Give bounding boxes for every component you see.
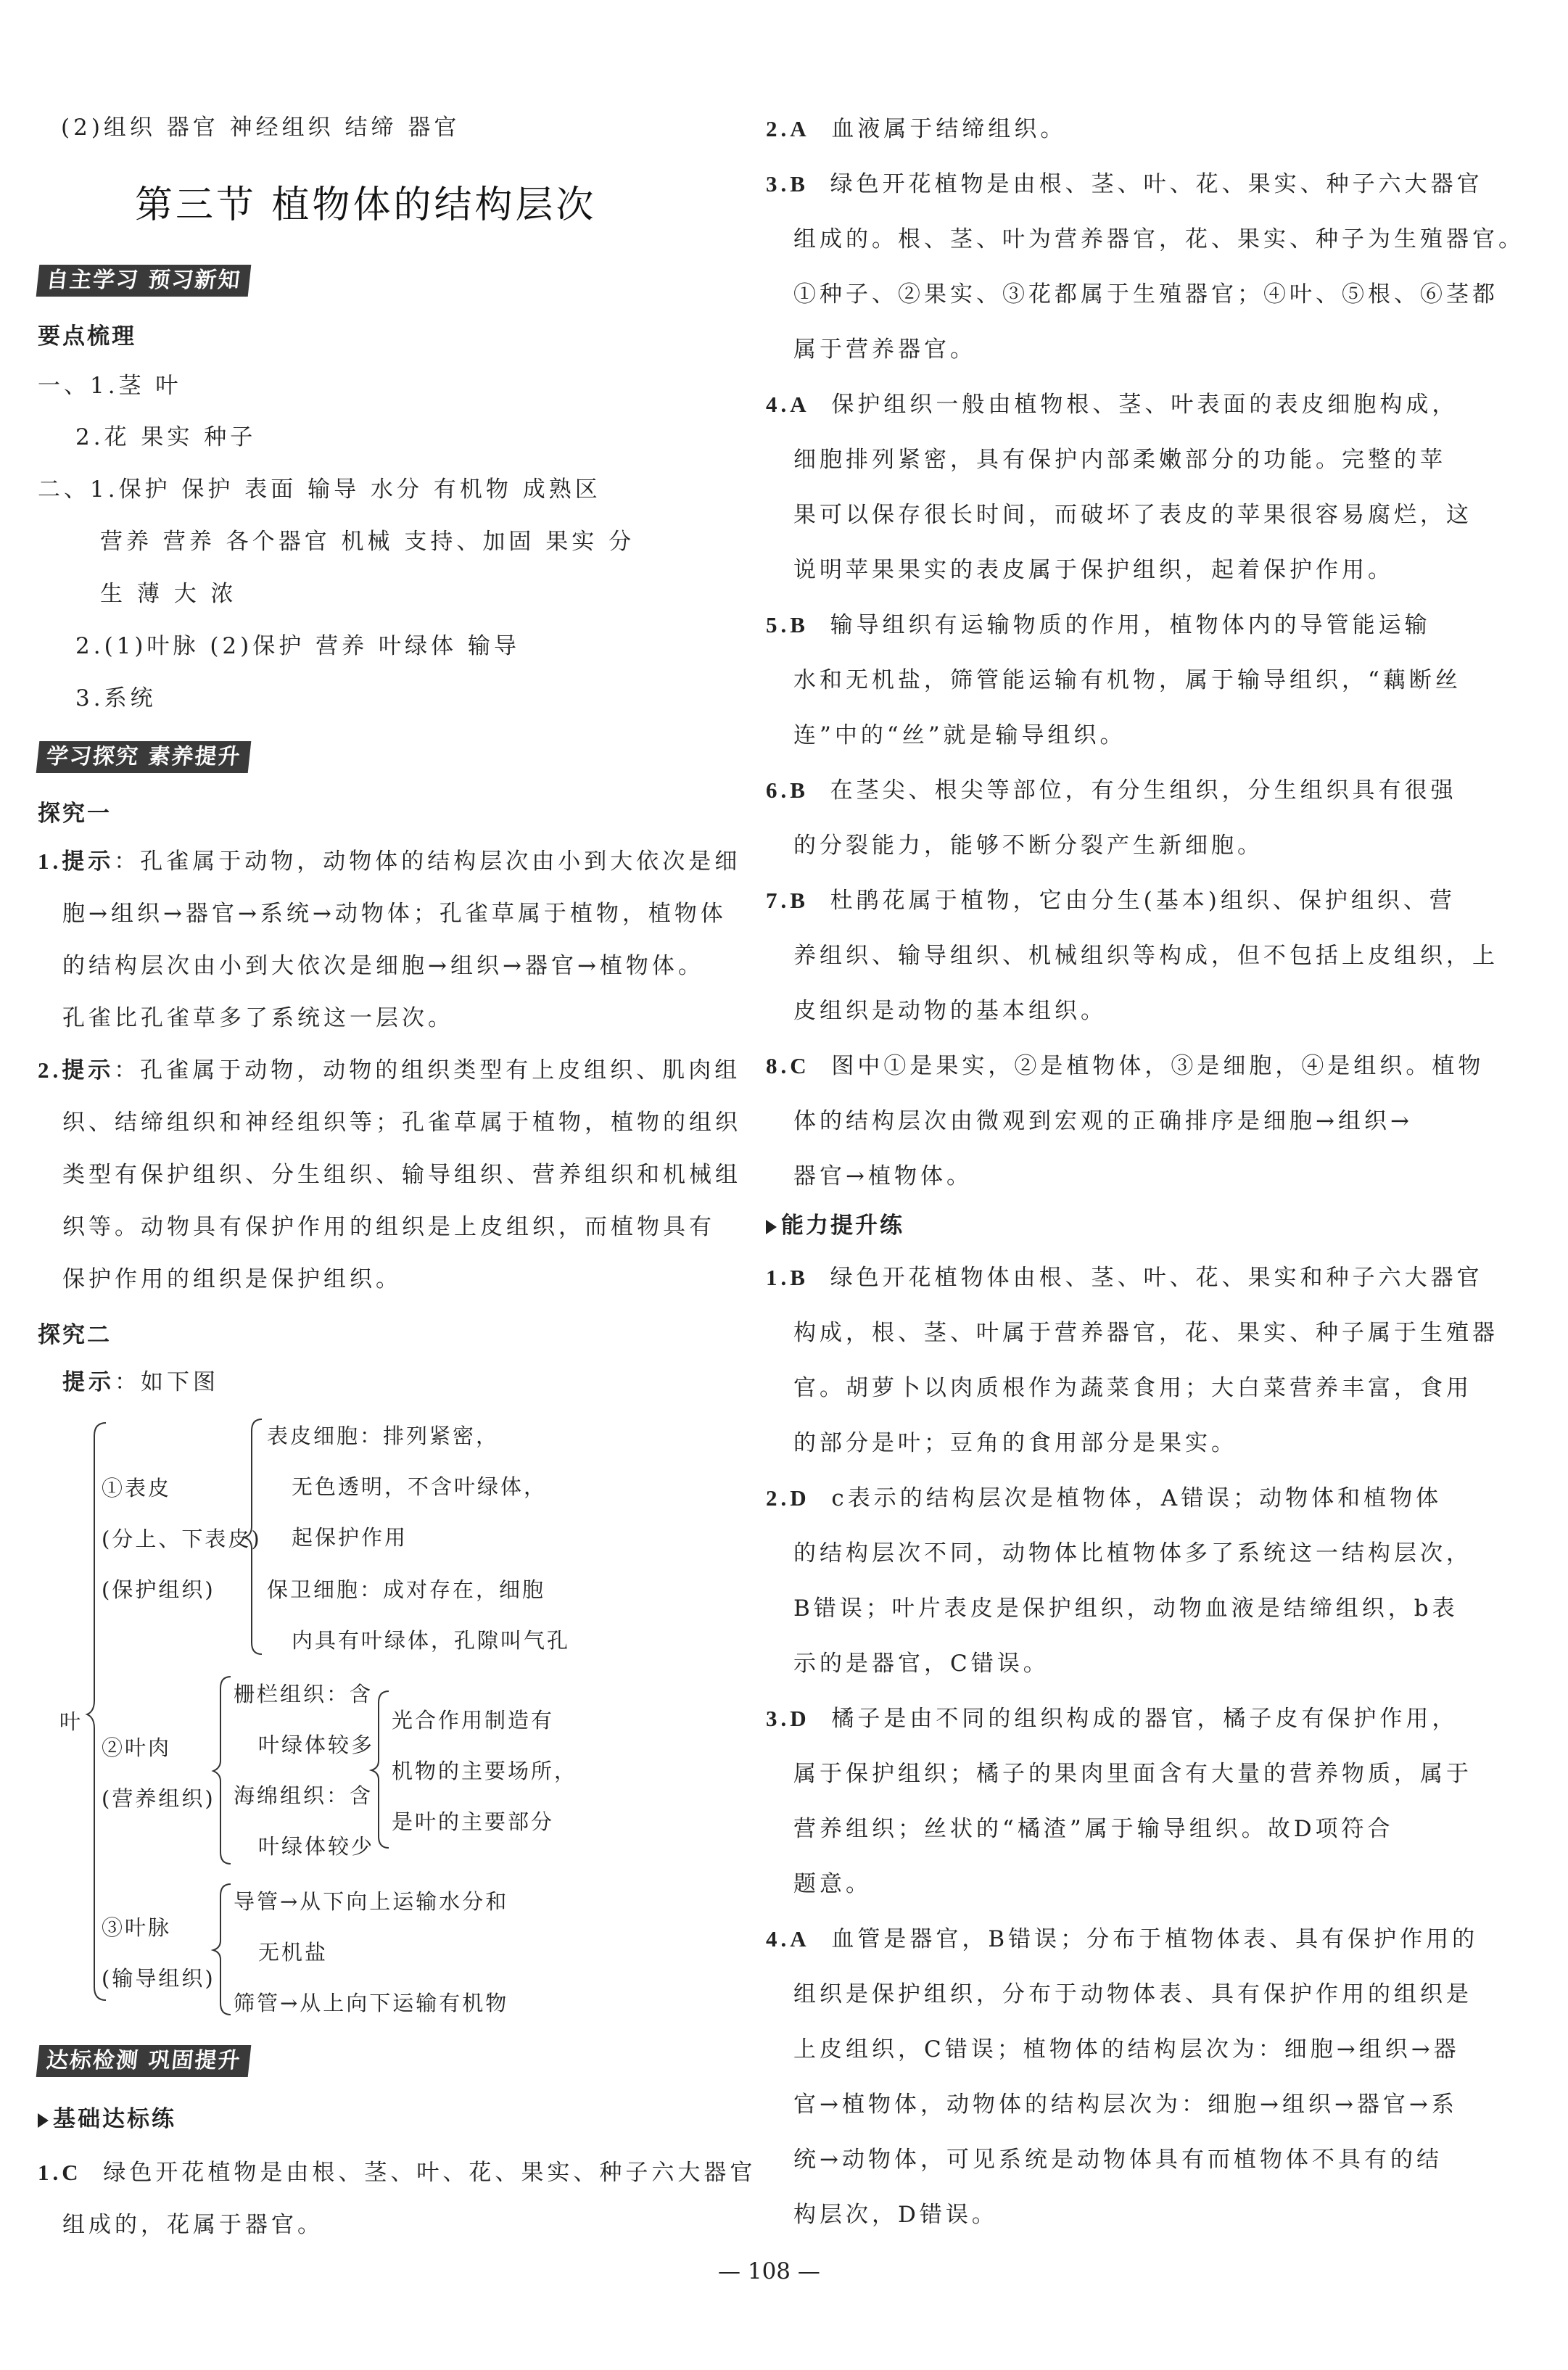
key-point-line: 生 薄 大 浓 [100,581,237,607]
bar-explore: 学习探究 素养提升 [36,741,252,773]
key-point-line: 一、1.茎 叶 [38,373,182,399]
answer-text: 组成的。根、茎、叶为营养器官，花、果实、种子为生殖器官。 [793,226,1524,252]
answer-text: B错误；叶片表皮是保护组织，动物血液是结缔组织，b表 [793,1595,1458,1622]
answer-text: 养组织、输导组织、机械组织等构成，但不包括上皮组织，上 [793,943,1498,969]
answer-text: 绿色开花植物体由根、茎、叶、花、果实和种子六大器官 [830,1265,1483,1291]
answer-number: 3.B [766,171,809,197]
answer-text: 的分裂能力，能够不断分裂产生新细胞。 [793,833,1263,859]
brace-mesophyll [212,1675,234,1867]
answer-text: 说明苹果果实的表皮属于保护组织，起着保护作用。 [793,557,1394,583]
brace-epidermis [243,1418,265,1657]
diagram-root: 叶 [59,1709,83,1734]
answer-text: 在茎尖、根尖等部位，有分生组织，分生组织具有很强 [830,777,1457,804]
answer-text: 水和无机盐，筛管能运输有机物，属于输导组织，“藕断丝 [793,667,1461,693]
answer-number: 2.D [766,1485,810,1511]
answer-text: 组织是保护组织，分布于动物体表、具有保护作用的组织是 [793,1981,1472,2007]
answer-text: 统→动物体，可见系统是动物体具有而植物体不具有的结 [793,2147,1443,2173]
answer-text: 体的结构层次由微观到宏观的正确排序是细胞→组织→ [793,1108,1413,1134]
answer-text: 构成，根、茎、叶属于营养器官，花、果实、种子属于生殖器 [793,1320,1498,1346]
answer-text: 图中①是果实，②是植物体，③是细胞，④是组织。植物 [831,1053,1485,1079]
explore-2-hint: 提示：如下图 [62,1369,219,1395]
answer-number: 4.A [766,392,810,417]
answer-number: 1.B [766,1265,809,1290]
brace-mesophyll-fn [370,1690,392,1851]
explore-2-heading: 探究二 [38,1322,112,1348]
brace-vein [212,1883,234,2018]
answer-number: 5.B [766,612,809,637]
answer-number: 8.C [766,1053,810,1078]
answer-text: 属于营养器官。 [793,336,976,363]
heading-key-points: 要点梳理 [38,323,136,350]
page-number: — 108 — [718,2258,820,2284]
answer-text: 绿色开花植物是由根、茎、叶、花、果实、种子六大器官 [830,171,1483,197]
answer-number: 7.B [766,888,809,913]
explore-1-heading: 探究一 [38,801,112,827]
answer-text: 连”中的“丝”就是输导组织。 [793,722,1126,748]
basic-heading: 基础达标练 [38,2100,176,2133]
answer-text: 细胞排列紧密，具有保护内部柔嫩部分的功能。完整的苹 [793,447,1446,473]
answer-text: 题意。 [793,1871,872,1897]
top-line: (2)组织 器官 神经组织 结缔 器官 [61,115,461,141]
key-point-line: 2.(1)叶脉 (2)保护 营养 叶绿体 输导 [75,633,520,659]
key-point-line: 二、1.保护 保护 表面 输导 水分 有机物 成熟区 [38,476,601,503]
answer-text: 输导组织有运输物质的作用，植物体内的导管能运输 [830,612,1431,638]
triangle-icon [38,2113,49,2128]
answer-text: 的部分是叶；豆角的食用部分是果实。 [793,1430,1237,1456]
answer-text: 上皮组织，C错误；植物体的结构层次为：细胞→组织→器 [793,2036,1460,2063]
answer-text: 保护组织一般由植物根、茎、叶表面的表皮细胞构成， [831,392,1458,418]
key-point-line: 2.花 果实 种子 [75,424,257,450]
answer-text: 器官→植物体。 [793,1163,973,1189]
answer-number: 4.A [766,1926,810,1952]
triangle-icon [766,1220,777,1234]
answer-text: 皮组织是动物的基本组织。 [793,998,1107,1024]
ability-heading: 能力提升练 [766,1207,904,1239]
bar-check: 达标检测 巩固提升 [36,2045,252,2077]
answer-text: 官→植物体，动物体的结构层次为：细胞→组织→器官→系 [793,2092,1458,2118]
answer-text: 杜鹃花属于植物，它由分生(基本)组织、保护组织、营 [830,888,1456,914]
answer-text: 血液属于结缔组织。 [831,116,1067,142]
answer-text: 官。胡萝卜以肉质根作为蔬菜食用；大白菜营养丰富，食用 [793,1375,1472,1401]
answer-text: 血管是器官，B错误；分布于植物体表、具有保护作用的 [831,1926,1479,1952]
answer-number: 3.D [766,1706,810,1731]
section-title: 第三节 植物体的结构层次 [135,183,597,227]
answer-text: 果可以保存很长时间，而破坏了表皮的苹果很容易腐烂，这 [793,502,1472,528]
answer-number: 2.A [766,116,810,141]
answer-number: 6.B [766,777,809,803]
answer-text: 营养组织；丝状的“橘渣”属于输导组织。故D项符合 [793,1816,1394,1842]
answer-text: 属于保护组织；橘子的果肉里面含有大量的营养物质，属于 [793,1761,1472,1787]
answer-text: 的结构层次不同，动物体比植物体多了系统这一结构层次， [793,1540,1472,1566]
answer-text: 橘子是由不同的组织构成的器官，橘子皮有保护作用， [831,1706,1458,1732]
answer-text: c表示的结构层次是植物体，A错误；动物体和植物体 [831,1485,1443,1511]
answer-text: 构层次，D错误。 [793,2202,998,2228]
key-point-line: 营养 营养 各个器官 机械 支持、加固 果实 分 [100,529,635,555]
answer-text: ①种子、②果实、③花都属于生殖器官；④叶、⑤根、⑥茎都 [793,281,1498,307]
answer-text: 示的是器官，C错误。 [793,1651,1049,1677]
key-point-line: 3.系统 [75,685,157,711]
bar-self-study: 自主学习 预习新知 [36,265,252,297]
